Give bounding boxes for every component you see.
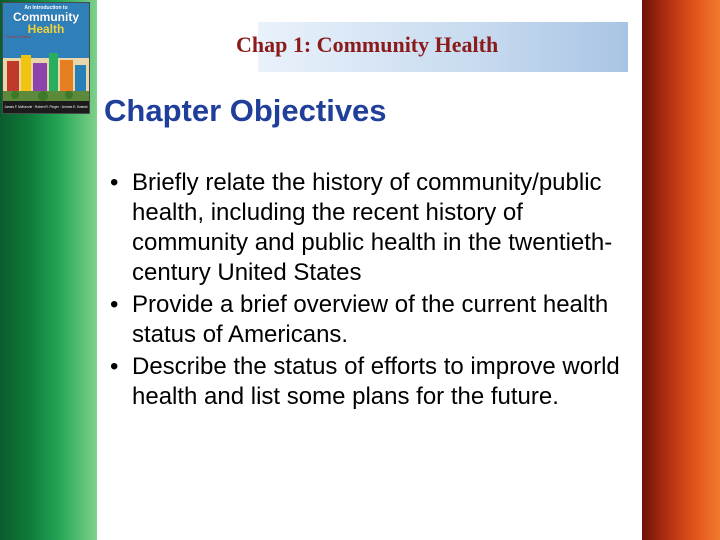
list-item xyxy=(108,352,628,412)
list-item-text: Briefly relate the history of community/public health, including the recent history of community and public health in the twentieth-century United States xyxy=(132,169,613,286)
list-item-text: Describe the status of efforts to improve world health and list some plans for the future. xyxy=(132,353,620,410)
slide-heading: Chapter Objectives xyxy=(104,93,387,128)
list-item-text: Provide a brief overview of the current health status of Americans. xyxy=(132,291,609,348)
right-decorative-bar xyxy=(642,0,720,540)
list-item xyxy=(108,168,628,288)
book-title-line2: Health xyxy=(27,22,65,36)
book-cover-title xyxy=(3,6,89,35)
chapter-title: Chap 1: Community Health xyxy=(236,32,499,57)
bullet-icon: • xyxy=(110,291,119,318)
book-authors: James F. McKenzie · Robert R. Pinger · Jerome E. Kotecki xyxy=(3,101,89,113)
book-series-line: An Introduction to xyxy=(24,5,68,11)
list-item xyxy=(108,290,628,350)
book-cover-image xyxy=(2,2,90,114)
bullet-icon: • xyxy=(110,353,119,380)
objectives-list xyxy=(108,168,628,414)
bullet-icon: • xyxy=(110,169,119,196)
book-title-line1: Community xyxy=(13,10,79,24)
book-edition: Fourth Edition xyxy=(6,34,31,39)
